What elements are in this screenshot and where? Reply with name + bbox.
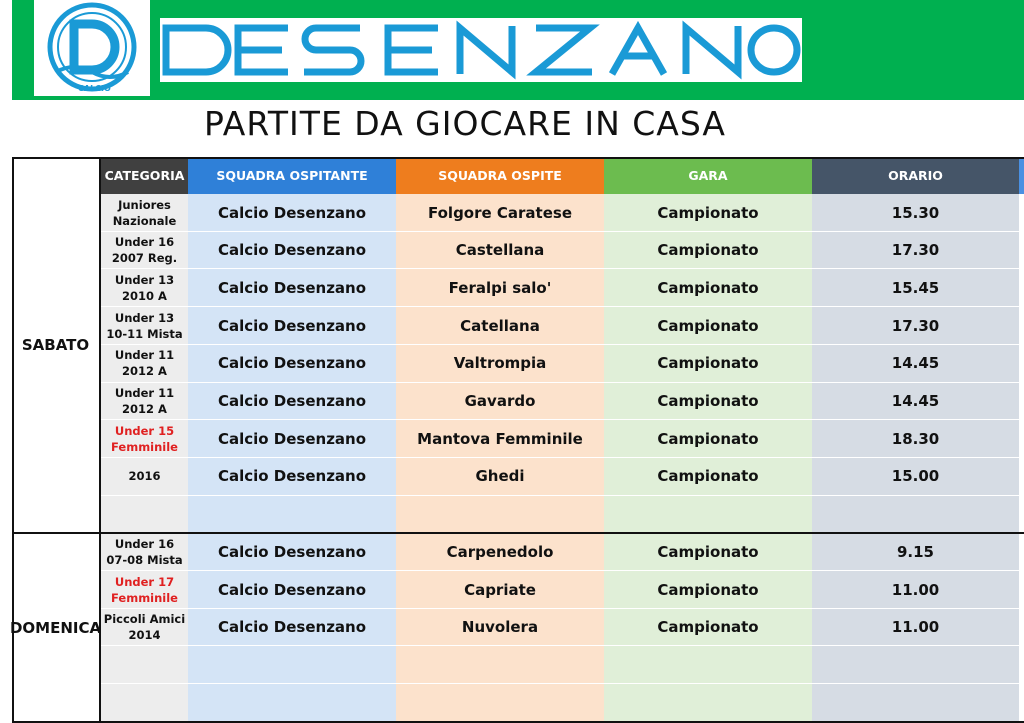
match-type-cell: Campionato xyxy=(657,429,759,448)
away-team-cell: Ghedi xyxy=(475,467,525,486)
time-cell xyxy=(812,646,1019,683)
category-cell xyxy=(101,269,188,306)
category-line-1: Under 11 xyxy=(114,386,175,400)
category-cell xyxy=(101,458,188,495)
category-line-1: Juniores xyxy=(118,197,171,212)
match-type-cell: Campionato xyxy=(657,618,759,637)
category-cell xyxy=(101,571,188,608)
category-line-2: 07-08 Mista xyxy=(106,552,183,567)
category-line-1: Under 16 xyxy=(114,235,175,250)
brand-text xyxy=(160,18,161,19)
time-cell: 15.00 xyxy=(891,467,940,486)
time-cell: 15.45 xyxy=(891,278,940,297)
table-row xyxy=(101,533,1024,571)
category-line-1: Under 15 xyxy=(114,423,175,438)
category-cell xyxy=(101,383,188,420)
table-row xyxy=(101,345,1024,383)
home-team-cell: Calcio Desenzano xyxy=(217,278,367,297)
home-team-cell: Calcio Desenzano xyxy=(217,354,367,373)
page-title: PARTITE DA GIOCARE IN CASA xyxy=(204,104,726,143)
home-team-cell xyxy=(188,684,396,721)
row-divider xyxy=(101,721,1024,722)
table-row xyxy=(101,194,1024,232)
category-line-2: 2012 A xyxy=(122,402,167,416)
away-team-cell: Nuvolera xyxy=(461,618,539,637)
table-row xyxy=(101,646,1024,684)
away-team-cell: Feralpi salo' xyxy=(448,278,552,297)
category-line-2: Nazionale xyxy=(112,213,177,228)
home-team-cell xyxy=(188,646,396,683)
col-squadra-ospite-header: SQUADRA OSPITE xyxy=(396,157,604,194)
table-row xyxy=(101,458,1024,496)
match-type-cell: Campionato xyxy=(657,580,759,599)
category-cell xyxy=(101,496,188,533)
table-row xyxy=(101,420,1024,458)
category-line-2: Femminile xyxy=(111,439,178,454)
category-line-1: Under 16 xyxy=(114,536,175,551)
home-team-cell: Calcio Desenzano xyxy=(217,429,367,448)
match-type-cell xyxy=(604,684,812,721)
match-type-cell xyxy=(604,496,812,533)
match-type-cell: Campionato xyxy=(657,392,759,410)
brand-wordmark xyxy=(160,20,802,80)
time-cell xyxy=(812,496,1019,533)
table-row xyxy=(101,269,1024,307)
time-cell: 11.00 xyxy=(891,580,940,599)
category-line-2: 2007 Reg. xyxy=(111,251,178,266)
category-cell xyxy=(101,646,188,683)
home-team-cell xyxy=(188,496,396,533)
day-label-1: DOMENICA xyxy=(12,533,101,722)
match-type-cell: Campionato xyxy=(657,316,759,335)
table-row xyxy=(101,609,1024,647)
away-team-cell: Gavardo xyxy=(464,392,536,410)
time-cell: 18.30 xyxy=(891,429,940,448)
home-team-cell: Calcio Desenzano xyxy=(217,580,367,599)
col-squadra-ospitante-header: SQUADRA OSPITANTE xyxy=(188,157,396,194)
away-team-cell xyxy=(396,646,604,683)
category-line-1: Under 13 xyxy=(114,272,175,287)
category-line-1: Under 17 xyxy=(114,574,175,589)
table-row xyxy=(101,232,1024,270)
col-orario-header: ORARIO xyxy=(812,157,1019,194)
home-team-cell: Calcio Desenzano xyxy=(217,241,367,260)
time-cell: 14.45 xyxy=(891,354,940,373)
time-cell: 15.30 xyxy=(891,203,940,222)
category-cell xyxy=(101,684,188,721)
category-cell xyxy=(101,533,188,570)
category-cell xyxy=(101,194,188,231)
category-line-2: Femminile xyxy=(111,590,178,605)
category-line-2: 2014 xyxy=(128,628,161,643)
time-cell: 9.15 xyxy=(896,542,934,561)
match-type-cell: Campionato xyxy=(657,241,759,260)
match-type-cell: Campionato xyxy=(657,203,759,222)
home-team-cell: Calcio Desenzano xyxy=(217,203,367,222)
away-team-cell: Carpenedolo xyxy=(446,542,554,561)
table-row xyxy=(101,307,1024,345)
away-team-cell: Valtrompia xyxy=(453,354,547,373)
away-team-cell: Castellana xyxy=(455,241,545,260)
time-cell: 17.30 xyxy=(891,316,940,335)
day-label-0: SABATO xyxy=(12,157,101,533)
logo-text: CALCIO xyxy=(78,84,111,93)
category-cell xyxy=(101,232,188,269)
time-cell xyxy=(812,684,1019,721)
home-team-cell: Calcio Desenzano xyxy=(217,392,367,410)
match-type-cell: Campionato xyxy=(657,278,759,297)
time-cell: 11.00 xyxy=(891,618,940,637)
home-team-cell: Calcio Desenzano xyxy=(217,316,367,335)
category-line-2: 2012 A xyxy=(122,364,167,379)
time-cell: 17.30 xyxy=(891,241,940,260)
category-line-1: 2016 xyxy=(128,469,161,484)
away-team-cell: Folgore Caratese xyxy=(427,203,573,222)
table-row xyxy=(101,571,1024,609)
category-line-2: 10-11 Mista xyxy=(106,326,183,341)
category-line-1: Under 11 xyxy=(114,348,175,363)
table-row xyxy=(101,496,1024,534)
table-row xyxy=(101,383,1024,421)
club-logo xyxy=(34,0,150,96)
category-line-2: 2010 A xyxy=(122,288,167,303)
col-categoria-header: CATEGORIA xyxy=(101,157,188,194)
schedule-table xyxy=(9,157,1024,723)
away-team-cell: Catellana xyxy=(460,316,540,335)
match-type-cell: Campionato xyxy=(657,467,759,486)
home-team-cell: Calcio Desenzano xyxy=(217,542,367,561)
category-cell xyxy=(101,420,188,457)
match-type-cell: Campionato xyxy=(657,542,759,561)
category-cell xyxy=(101,307,188,344)
away-team-cell: Capriate xyxy=(464,580,536,599)
home-team-cell: Calcio Desenzano xyxy=(217,618,367,637)
match-type-cell xyxy=(604,646,812,683)
away-team-cell xyxy=(396,496,604,533)
home-team-cell: Calcio Desenzano xyxy=(217,467,367,486)
away-team-cell: Mantova Femminile xyxy=(417,429,583,448)
match-type-cell: Campionato xyxy=(657,354,759,373)
category-line-1: Piccoli Amici xyxy=(103,612,186,627)
away-team-cell xyxy=(396,684,604,721)
category-cell xyxy=(101,609,188,646)
time-cell: 14.45 xyxy=(891,392,940,410)
brand-wordmark-box xyxy=(160,18,802,82)
category-line-1: Under 13 xyxy=(114,310,175,325)
table-row xyxy=(101,684,1024,722)
header-edge xyxy=(1019,157,1024,194)
category-cell xyxy=(101,345,188,382)
col-gara-header: GARA xyxy=(604,157,812,194)
